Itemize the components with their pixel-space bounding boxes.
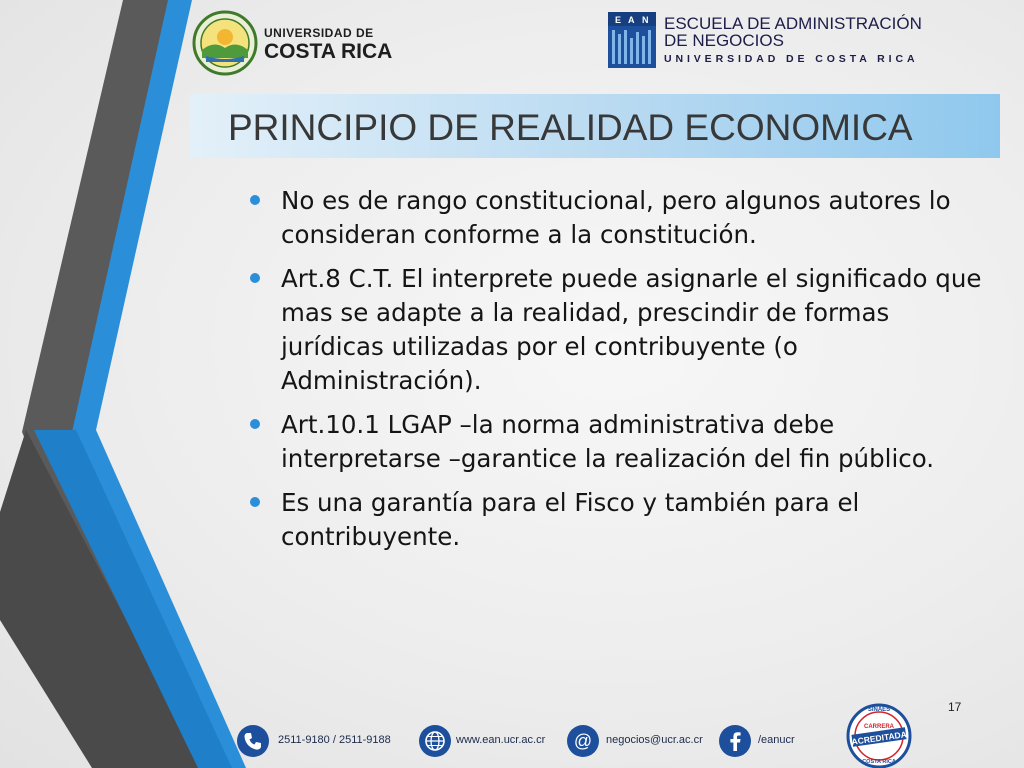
ucr-name-bottom: COSTA RICA bbox=[264, 40, 393, 63]
bullet-item bbox=[246, 184, 986, 252]
title-bar bbox=[190, 94, 1000, 158]
footer-phone: 2511-9180 / 2511-9188 bbox=[278, 734, 391, 746]
accreditation-seal bbox=[842, 700, 916, 768]
bullet-dot-icon bbox=[250, 195, 260, 205]
footer-email-link[interactable]: negocios@ucr.ac.cr bbox=[606, 734, 703, 746]
page-number: 17 bbox=[948, 700, 962, 714]
ucr-logo bbox=[192, 10, 393, 80]
footer-facebook-link[interactable]: /eanucr bbox=[758, 734, 795, 746]
seal-line2: ACREDITADA bbox=[850, 729, 908, 747]
ean-logo bbox=[608, 12, 922, 70]
ucr-seal-icon bbox=[192, 10, 258, 76]
svg-text:@: @ bbox=[573, 731, 593, 751]
seal-bottom-text: COSTA RICA bbox=[862, 759, 896, 765]
bullet-text: Es una garantía para el Fisco y también para el contribuyente. bbox=[281, 488, 860, 551]
bullet-text: No es de rango constitucional, pero algunos autores lo consideran conforme a la constitución. bbox=[281, 186, 951, 249]
ean-title-line2: DE NEGOCIOS bbox=[664, 31, 784, 50]
ean-subtitle: UNIVERSIDAD DE COSTA RICA bbox=[664, 53, 919, 65]
bullet-text: Art.8 C.T. El interprete puede asignarle el significado que mas se adapte a la realidad, prescindir de formas jurídicas utilizadas por el contribuyente (o Administración). bbox=[281, 264, 982, 395]
bullet-item bbox=[246, 408, 986, 476]
bullet-dot-icon bbox=[250, 497, 260, 507]
phone-icon bbox=[236, 724, 270, 758]
footer-website-link[interactable]: www.ean.ucr.ac.cr bbox=[456, 734, 546, 746]
bullet-item bbox=[246, 486, 986, 554]
ean-mark-icon bbox=[608, 12, 656, 68]
footer-contact-bar bbox=[222, 720, 842, 762]
bullet-dot-icon bbox=[250, 273, 260, 283]
ean-title-line1: ESCUELA DE ADMINISTRACIÓN bbox=[664, 14, 922, 33]
svg-text:A: A bbox=[628, 15, 635, 25]
bullet-item bbox=[246, 262, 986, 398]
svg-text:N: N bbox=[642, 15, 649, 25]
bullet-dot-icon bbox=[250, 419, 260, 429]
facebook-icon bbox=[718, 724, 752, 758]
bullet-text: Art.10.1 LGAP –la norma administrativa debe interpretarse –garantice la realización del fin público. bbox=[281, 410, 935, 473]
globe-icon bbox=[418, 724, 452, 758]
at-sign-icon bbox=[566, 724, 600, 758]
slide-title: PRINCIPIO DE REALIDAD ECONOMICA bbox=[228, 107, 913, 148]
seal-top-text: SINAES bbox=[867, 707, 891, 713]
svg-text:E: E bbox=[615, 15, 622, 25]
ucr-name-top: UNIVERSIDAD DE bbox=[264, 26, 374, 40]
bullet-list bbox=[246, 184, 986, 564]
seal-line1: CARRERA bbox=[864, 724, 894, 730]
